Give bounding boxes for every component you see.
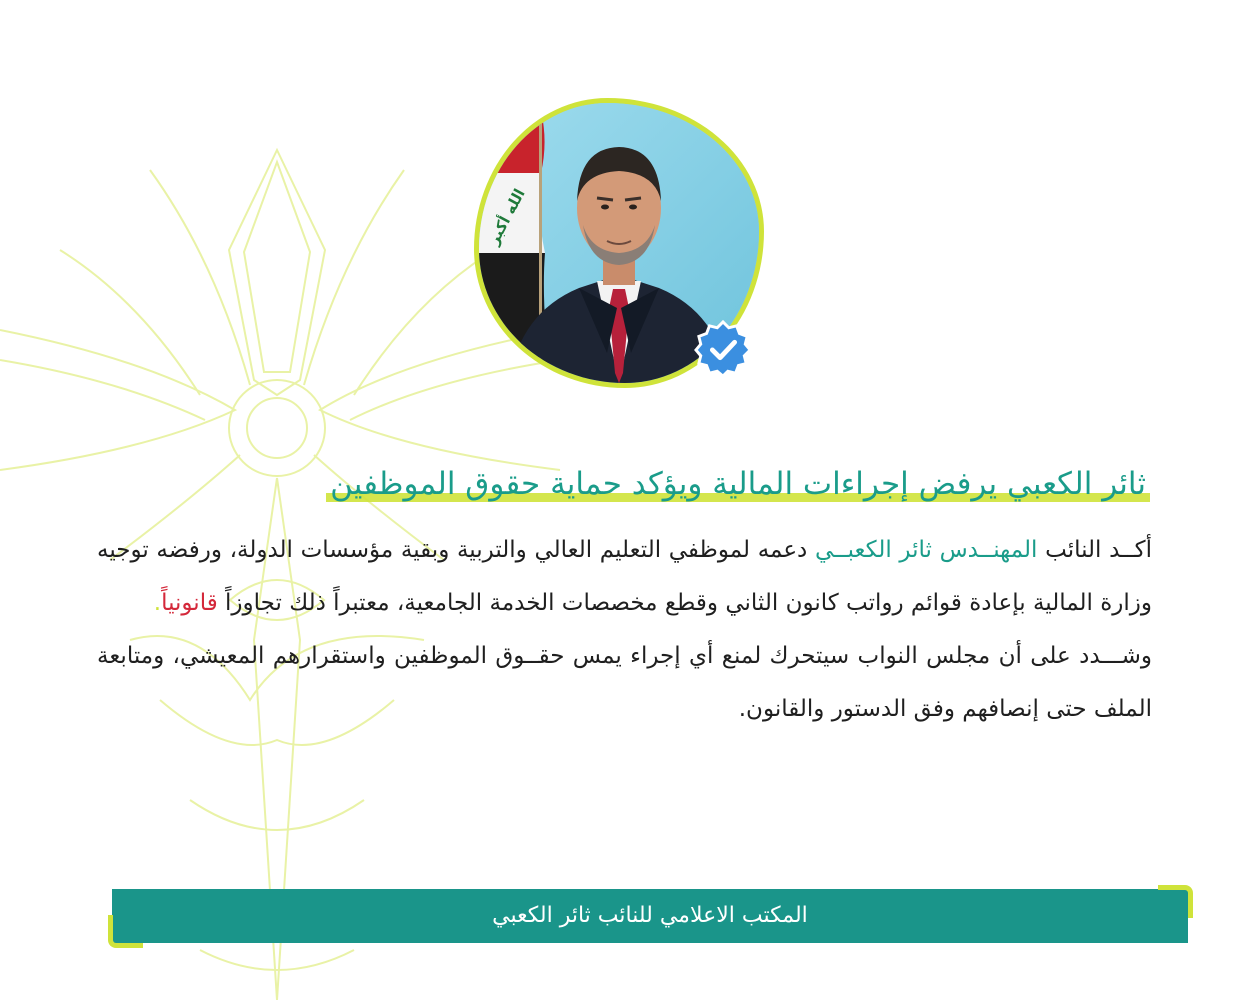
legal-highlight: قانونياً: [161, 590, 218, 616]
headline-text: ثائر الكعبي يرفض إجراءات المالية ويؤكد حماية حقوق الموظفين: [326, 466, 1150, 502]
footer-banner: [112, 889, 1188, 943]
article-body: [97, 524, 1152, 736]
footer-corner-top-right: [1158, 885, 1193, 918]
paragraph-1-end-dot: .: [153, 590, 162, 616]
footer-label: المكتب الاعلامي للنائب ثائر الكعبي: [492, 903, 808, 928]
mp-name-highlight: المهنــدس ثائر الكعبــي: [814, 537, 1038, 563]
paragraph-1: [97, 524, 1152, 630]
paragraph-1-intro: أكــد النائب: [1037, 537, 1152, 563]
paragraph-2: وشـــدد على أن مجلس النواب سيتحرك لمنع أي إجراء يمس حقــوق الموظفين واستقرارهم المعيشي، ومتابعة الملف حتى إنصافهم وفق الدستور والقانون.: [97, 643, 1152, 722]
headline: [100, 462, 1150, 506]
flag-inscription: الله أكبر: [484, 185, 529, 248]
verified-check-icon: [694, 320, 752, 378]
footer-corner-bottom-left: [108, 915, 143, 948]
paragraph-1-main: دعمه لموظفي التعليم العالي والتربية وبقية مؤسسات الدولة، ورفضه توجيه وزارة المالية بإعادة قوائم رواتب كانون الثاني وقطع مخصصات الخدمة الجامعية، معتبراً ذلك تجاوزاً: [97, 537, 1152, 616]
